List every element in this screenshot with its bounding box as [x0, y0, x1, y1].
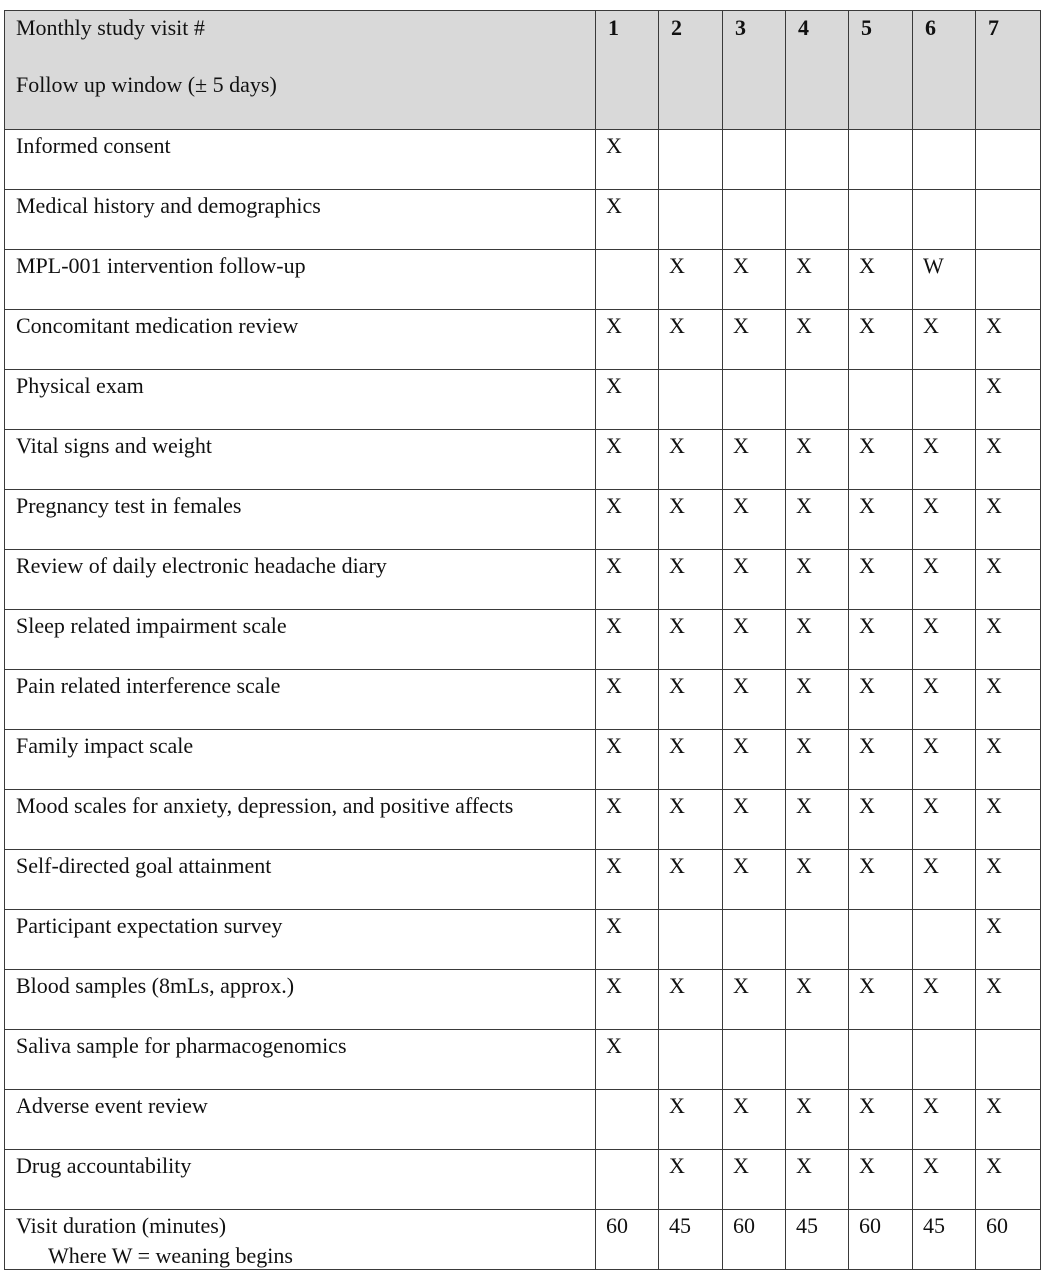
visit-3-cell: X [723, 550, 786, 610]
visit-4-cell: X [786, 490, 849, 550]
visit-5-cell: X [849, 730, 913, 790]
visit-2-cell: X [659, 670, 723, 730]
visit-4-cell [786, 910, 849, 970]
visit-2-cell: X [659, 970, 723, 1030]
table-row [5, 790, 1041, 850]
visit-number-6: 6 [913, 11, 976, 130]
visit-3-cell: X [723, 790, 786, 850]
visit-4-cell: X [786, 730, 849, 790]
visit-2-cell: X [659, 850, 723, 910]
visit-5-cell: X [849, 970, 913, 1030]
table-row [5, 730, 1041, 790]
header-label-cell [5, 11, 596, 130]
visit-2-cell: X [659, 1090, 723, 1150]
visit-number-7: 7 [976, 11, 1041, 130]
activity-cell: Self-directed goal attainment [5, 850, 596, 910]
activity-cell: Sleep related impairment scale [5, 610, 596, 670]
visit-3-cell: X [723, 1150, 786, 1210]
visit-4-cell: X [786, 670, 849, 730]
header-window-label: Follow up window (± 5 days) [16, 72, 277, 97]
visit-3-cell: X [723, 970, 786, 1030]
visit-1-cell: X [596, 970, 659, 1030]
visit-1-cell: X [596, 490, 659, 550]
visit-5-cell [849, 370, 913, 430]
visit-7-cell: X [976, 550, 1041, 610]
table-body [5, 130, 1041, 1270]
visit-6-cell: X [913, 310, 976, 370]
visit-7-cell: 60 [976, 1210, 1041, 1270]
activity-cell: Adverse event review [5, 1090, 596, 1150]
visit-5-cell [849, 910, 913, 970]
visit-2-cell [659, 190, 723, 250]
visit-3-cell: X [723, 430, 786, 490]
visit-6-cell: X [913, 1090, 976, 1150]
visit-3-cell: 60 [723, 1210, 786, 1270]
visit-4-cell: 45 [786, 1210, 849, 1270]
visit-3-cell: X [723, 250, 786, 310]
visit-1-cell [596, 1150, 659, 1210]
table-row [5, 1030, 1041, 1090]
visit-4-cell: X [786, 550, 849, 610]
visit-1-cell: X [596, 370, 659, 430]
visit-number-5: 5 [849, 11, 913, 130]
visit-number-2: 2 [659, 11, 723, 130]
table-row [5, 130, 1041, 190]
activity-cell: Medical history and demographics [5, 190, 596, 250]
table-row [5, 190, 1041, 250]
visit-3-cell [723, 370, 786, 430]
visit-6-cell: 45 [913, 1210, 976, 1270]
visit-number-3: 3 [723, 11, 786, 130]
activity-cell: Pain related interference scale [5, 670, 596, 730]
visit-4-cell [786, 130, 849, 190]
activity-cell: Physical exam [5, 370, 596, 430]
visit-3-cell: X [723, 730, 786, 790]
visit-5-cell: X [849, 1150, 913, 1210]
visit-6-cell: W [913, 250, 976, 310]
visit-1-cell: X [596, 790, 659, 850]
visit-5-cell: X [849, 430, 913, 490]
visit-1-cell: X [596, 610, 659, 670]
visit-6-cell: X [913, 850, 976, 910]
activity-cell: Pregnancy test in females [5, 490, 596, 550]
visit-6-cell: X [913, 970, 976, 1030]
activity-cell: Family impact scale [5, 730, 596, 790]
footnote: Where W = weaning begins [48, 1243, 293, 1268]
visit-1-cell: X [596, 430, 659, 490]
visit-3-cell: X [723, 850, 786, 910]
visit-5-cell: 60 [849, 1210, 913, 1270]
visit-1-cell: X [596, 550, 659, 610]
visit-7-cell: X [976, 970, 1041, 1030]
visit-5-cell [849, 130, 913, 190]
visit-4-cell [786, 1030, 849, 1090]
visit-5-cell: X [849, 550, 913, 610]
visit-4-cell: X [786, 310, 849, 370]
table-row [5, 490, 1041, 550]
visit-6-cell: X [913, 790, 976, 850]
visit-4-cell: X [786, 850, 849, 910]
table-row [5, 910, 1041, 970]
visit-7-cell: X [976, 430, 1041, 490]
visit-schedule-table [4, 10, 1041, 1270]
visit-1-cell: X [596, 910, 659, 970]
visit-6-cell: X [913, 430, 976, 490]
visit-2-cell: X [659, 310, 723, 370]
table-row [5, 370, 1041, 430]
visit-4-cell: X [786, 1090, 849, 1150]
visit-7-cell [976, 130, 1041, 190]
visit-6-cell [913, 190, 976, 250]
visit-5-cell: X [849, 850, 913, 910]
visit-1-cell: X [596, 850, 659, 910]
visit-3-cell: X [723, 310, 786, 370]
visit-2-cell [659, 130, 723, 190]
visit-5-cell: X [849, 610, 913, 670]
activity-cell: Participant expectation survey [5, 910, 596, 970]
table-row [5, 1090, 1041, 1150]
table-header [5, 11, 1041, 130]
visit-2-cell: 45 [659, 1210, 723, 1270]
visit-4-cell [786, 370, 849, 430]
visit-2-cell [659, 1030, 723, 1090]
visit-1-cell: X [596, 310, 659, 370]
visit-5-cell [849, 190, 913, 250]
activity-cell: Blood samples (8mLs, approx.) [5, 970, 596, 1030]
table-row [5, 550, 1041, 610]
table-row [5, 430, 1041, 490]
visit-4-cell: X [786, 1150, 849, 1210]
visit-3-cell: X [723, 490, 786, 550]
visit-7-cell: X [976, 730, 1041, 790]
table-row [5, 250, 1041, 310]
activity-cell: MPL-001 intervention follow-up [5, 250, 596, 310]
visit-7-cell [976, 250, 1041, 310]
visit-7-cell: X [976, 670, 1041, 730]
visit-4-cell [786, 190, 849, 250]
visit-3-cell: X [723, 670, 786, 730]
visit-6-cell: X [913, 490, 976, 550]
visit-2-cell: X [659, 490, 723, 550]
table-row [5, 1150, 1041, 1210]
visit-6-cell [913, 1030, 976, 1090]
visit-1-cell: X [596, 190, 659, 250]
table-row [5, 970, 1041, 1030]
visit-7-cell [976, 1030, 1041, 1090]
visit-6-cell: X [913, 670, 976, 730]
visit-2-cell: X [659, 1150, 723, 1210]
activity-cell: Vital signs and weight [5, 430, 596, 490]
visit-7-cell: X [976, 790, 1041, 850]
activity-cell: Visit duration (minutes) [5, 1210, 596, 1270]
visit-7-cell: X [976, 1090, 1041, 1150]
header-visit-label: Monthly study visit # [16, 15, 205, 40]
visit-6-cell: X [913, 730, 976, 790]
table-row [5, 850, 1041, 910]
activity-cell: Drug accountability [5, 1150, 596, 1210]
activity-cell: Mood scales for anxiety, depression, and positive affects [5, 790, 596, 850]
visit-1-cell: X [596, 130, 659, 190]
visit-3-cell [723, 190, 786, 250]
visit-4-cell: X [786, 250, 849, 310]
activity-cell: Review of daily electronic headache diary [5, 550, 596, 610]
visit-5-cell [849, 1030, 913, 1090]
visit-6-cell [913, 910, 976, 970]
visit-7-cell: X [976, 850, 1041, 910]
visit-5-cell: X [849, 670, 913, 730]
visit-7-cell: X [976, 1150, 1041, 1210]
visit-6-cell: X [913, 550, 976, 610]
visit-2-cell: X [659, 790, 723, 850]
visit-4-cell: X [786, 970, 849, 1030]
visit-3-cell [723, 130, 786, 190]
visit-3-cell [723, 1030, 786, 1090]
visit-number-4: 4 [786, 11, 849, 130]
visit-2-cell [659, 370, 723, 430]
visit-2-cell: X [659, 430, 723, 490]
visit-7-cell [976, 190, 1041, 250]
visit-5-cell: X [849, 250, 913, 310]
visit-6-cell: X [913, 1150, 976, 1210]
visit-4-cell: X [786, 790, 849, 850]
table-row [5, 610, 1041, 670]
activity-cell: Concomitant medication review [5, 310, 596, 370]
activity-cell: Saliva sample for pharmacogenomics [5, 1030, 596, 1090]
visit-1-cell: X [596, 1030, 659, 1090]
table-row [5, 310, 1041, 370]
visit-2-cell: X [659, 610, 723, 670]
visit-2-cell: X [659, 250, 723, 310]
visit-7-cell: X [976, 610, 1041, 670]
visit-1-cell: X [596, 730, 659, 790]
visit-3-cell: X [723, 610, 786, 670]
visit-7-cell: X [976, 910, 1041, 970]
visit-7-cell: X [976, 310, 1041, 370]
visit-6-cell: X [913, 610, 976, 670]
visit-5-cell: X [849, 1090, 913, 1150]
visit-2-cell: X [659, 730, 723, 790]
visit-2-cell [659, 910, 723, 970]
visit-7-cell: X [976, 370, 1041, 430]
activity-cell: Informed consent [5, 130, 596, 190]
visit-4-cell: X [786, 430, 849, 490]
visit-5-cell: X [849, 490, 913, 550]
visit-6-cell [913, 130, 976, 190]
visit-1-cell [596, 250, 659, 310]
visit-1-cell [596, 1090, 659, 1150]
table-row [5, 670, 1041, 730]
visit-1-cell: X [596, 670, 659, 730]
visit-5-cell: X [849, 310, 913, 370]
header-row [5, 11, 1041, 130]
visit-3-cell [723, 910, 786, 970]
visit-number-1: 1 [596, 11, 659, 130]
visit-2-cell: X [659, 550, 723, 610]
visit-7-cell: X [976, 490, 1041, 550]
visit-1-cell: 60 [596, 1210, 659, 1270]
visit-3-cell: X [723, 1090, 786, 1150]
visit-4-cell: X [786, 610, 849, 670]
visit-5-cell: X [849, 790, 913, 850]
visit-6-cell [913, 370, 976, 430]
